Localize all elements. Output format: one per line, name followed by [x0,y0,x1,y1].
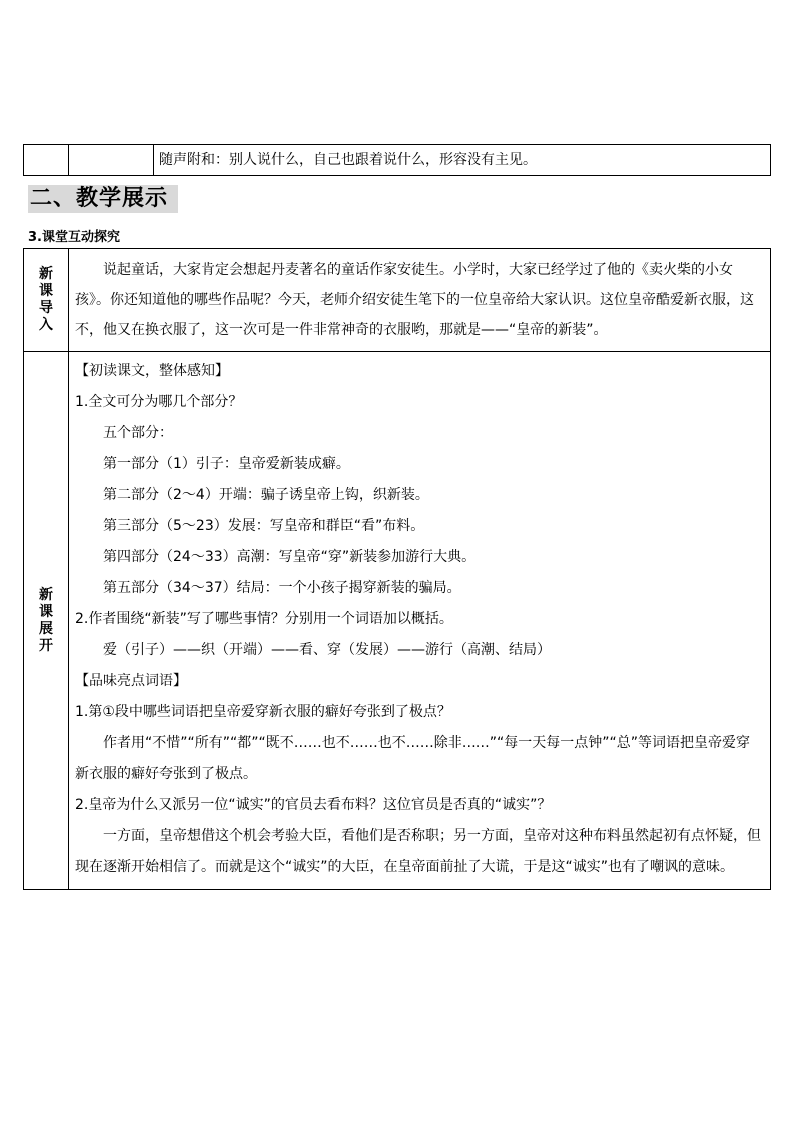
lesson-label-cell [24,352,69,890]
lesson-line: 爱（引子）——织（开端）——看、穿（发展）——游行（高潮、结局） [103,642,551,658]
intro-label-cell [24,249,69,352]
intro-content-cell [69,249,771,352]
lesson-line: 1.第①段中哪些词语把皇帝爱穿新衣服的癖好夸张到了极点？ [75,704,451,720]
lesson-line: 五个部分： [103,425,173,441]
previous-table-row [23,144,771,176]
lesson-line: 第二部分（2～4）开端：骗子诱皇帝上钩，织新装。 [103,487,429,503]
intro-paragraph: 说起童话，大家肯定会想起丹麦著名的童话作家安徒生。小学时，大家已经学过了他的《卖火柴的小女孩》。你还知道他的哪些作品呢？今天，老师介绍安徒生笔下的一位皇帝给大家认识。这位皇帝酷爱新衣服，这不，他又在换衣服了，这一次可是一件非常神奇的衣服哟，那就是——“皇帝的新装”。 [75,262,754,338]
lesson-line: 一方面，皇帝想借这个机会考验大臣，看他们是否称职；另一方面，皇帝对这种布料虽然起初有点怀疑，但现在逐渐开始相信了。而就是这个“诚实”的大臣，在皇帝面前扯了大谎，于是这“诚实”也有了嘲讽的意味。 [75,828,761,875]
lesson-line: 2.皇帝为什么又派另一位“诚实”的官员去看布料？这位官员是否真的“诚实”？ [75,797,552,813]
lesson-label: 新课展开 [39,586,53,654]
lesson-line: 【初读课文，整体感知】 [75,363,229,379]
lesson-line: 第一部分（1）引子：皇帝爱新装成癖。 [103,456,350,472]
lesson-line: 【品味亮点词语】 [75,673,187,689]
definition-text: 随声附和：别人说什么，自己也跟着说什么，形容没有主见。 [159,152,537,168]
section-heading: 二、教学展示 [28,185,178,213]
sub-heading: 3.课堂互动探究 [28,230,120,245]
definition-cell [154,145,771,176]
empty-cell [69,145,154,176]
lesson-line: 1.全文可分为哪几个部分？ [75,394,243,410]
lesson-line: 作者用“不惜”“所有”“都”“既不……也不……也不……除非……”“每一天每一点钟”“总”等词语把皇帝爱穿新衣服的癖好夸张到了极点。 [75,735,751,782]
lesson-line: 第三部分（5～23）发展：写皇帝和群臣“看”布料。 [103,518,425,534]
empty-cell [24,145,69,176]
lesson-lines [69,352,770,889]
lesson-line: 第五部分（34～37）结局：一个小孩子揭穿新装的骗局。 [103,580,461,596]
lesson-table [23,248,771,890]
lesson-line: 第四部分（24～33）高潮：写皇帝“穿”新装参加游行大典。 [103,549,476,565]
lesson-content-cell [69,352,771,890]
intro-label: 新课导入 [39,266,53,333]
lesson-line: 2.作者围绕“新装”写了哪些事情？分别用一个词语加以概括。 [75,611,453,627]
